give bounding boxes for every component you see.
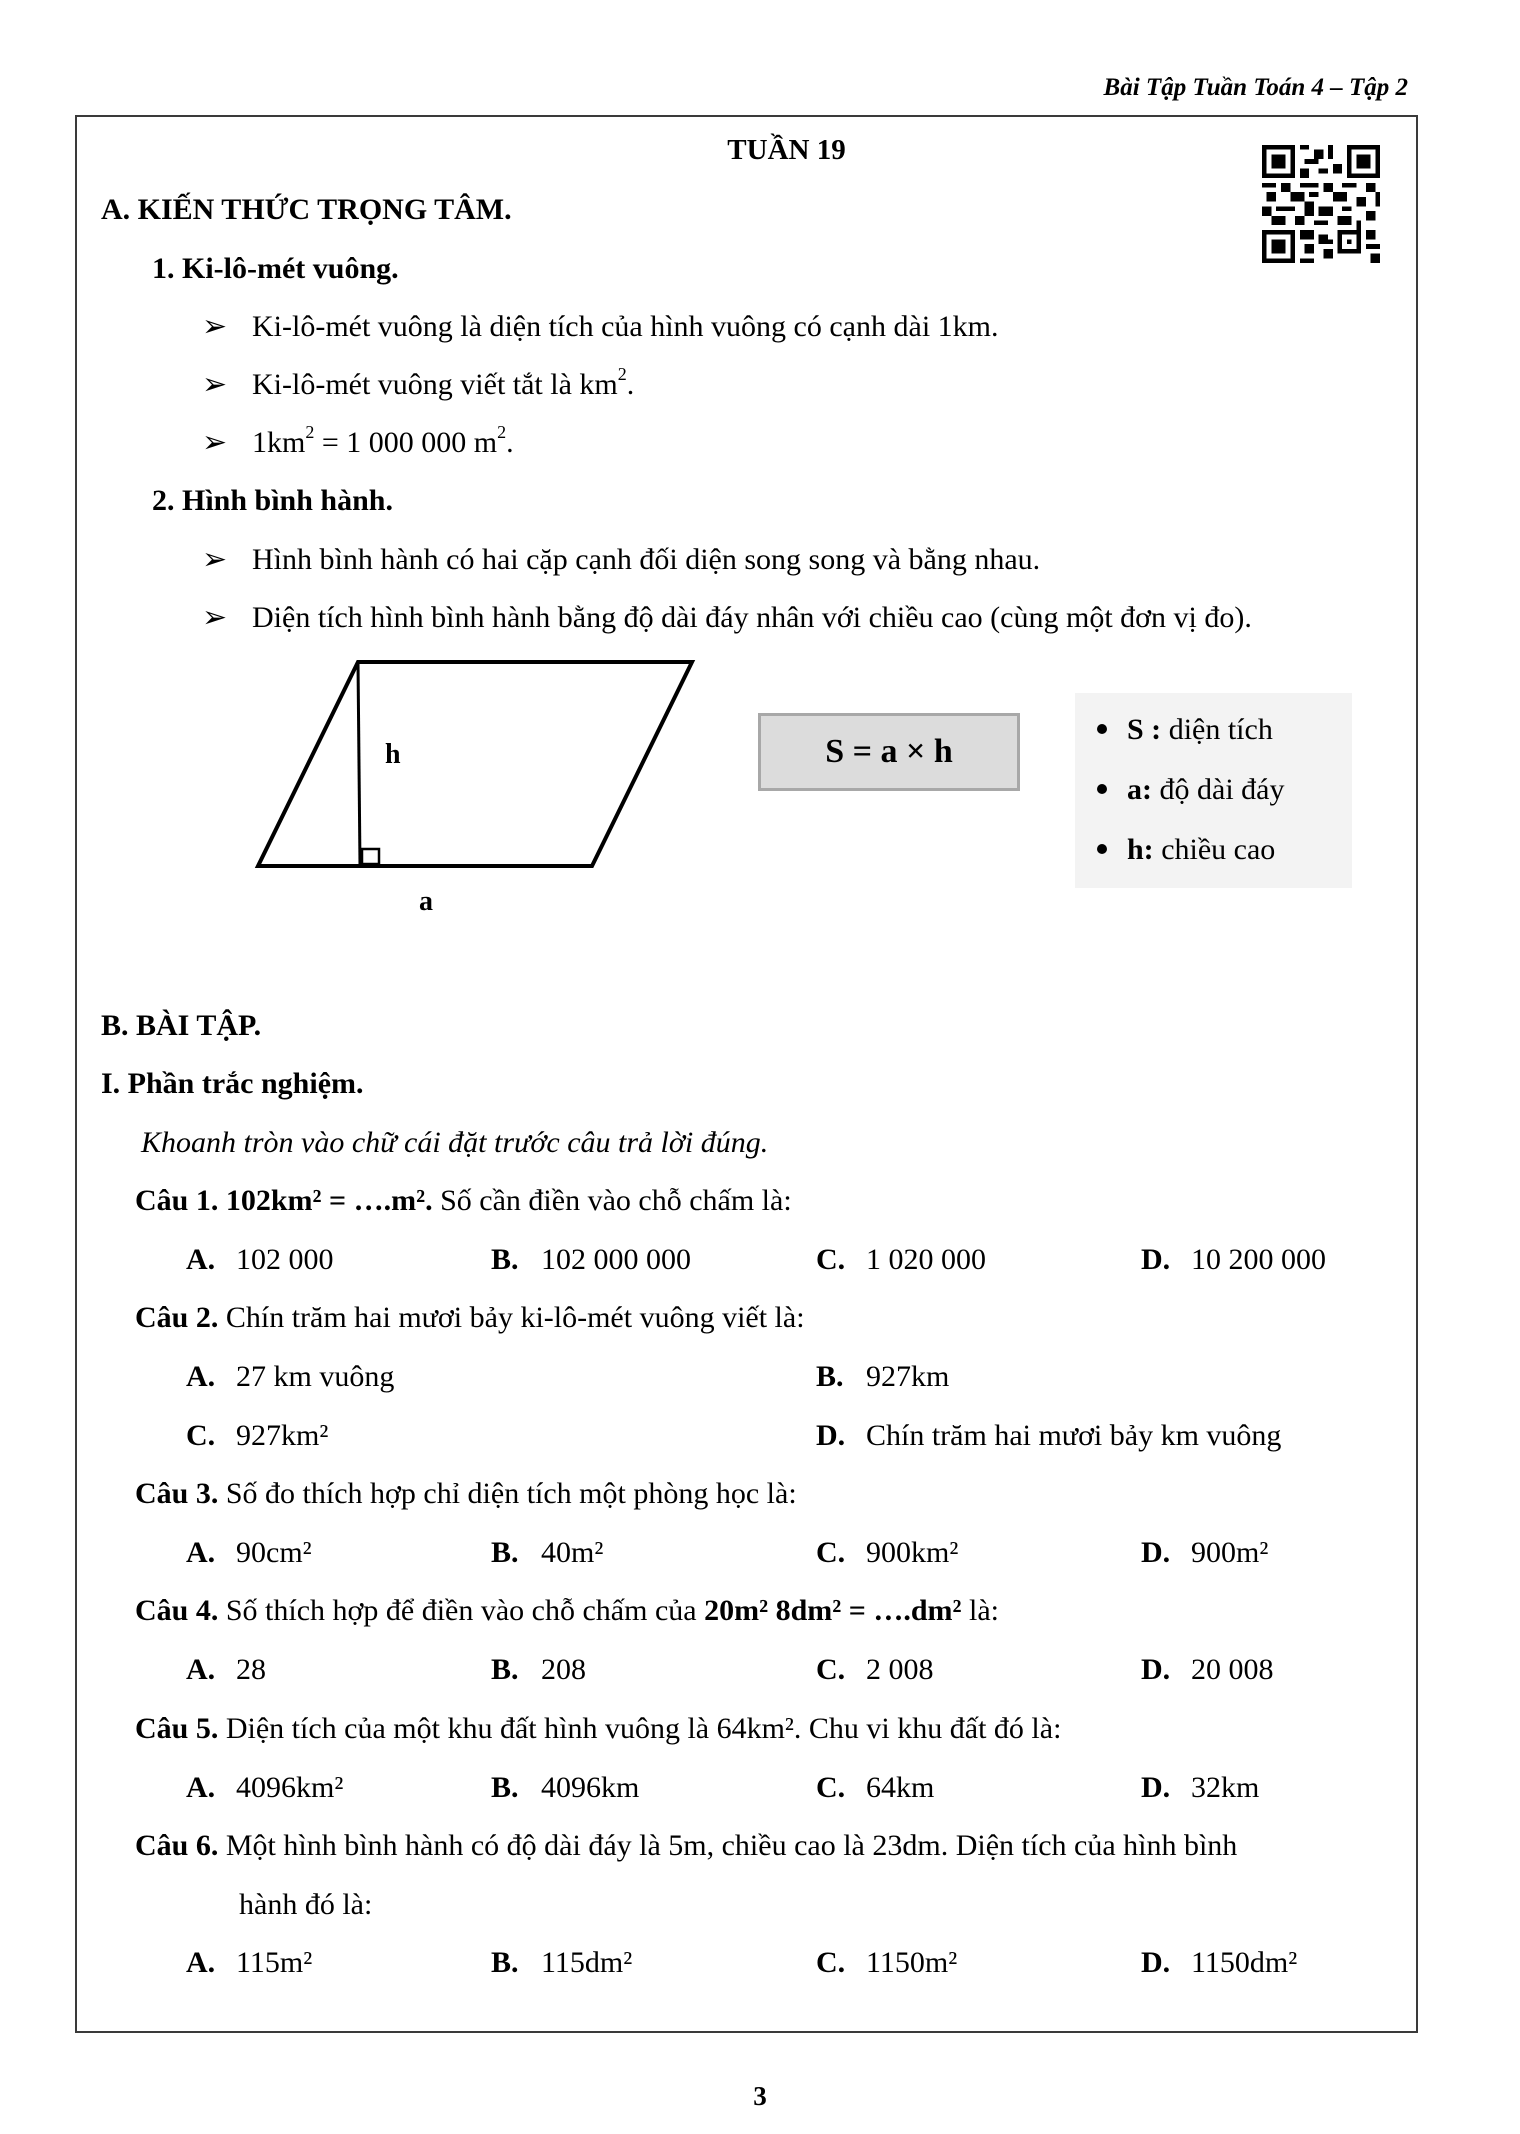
topic-1-bullet-2: ➢ Ki-lô-mét vuông viết tắt là $km^2$. (202, 364, 635, 401)
topic-2-bullet-1: ➢ Hình bình hành có hai cặp cạnh đối diện song song và bằng nhau. (202, 543, 1041, 576)
bullet-dot-icon (1097, 724, 1107, 734)
q2-option-d[interactable]: D. Chín trăm hai mươi bảy km vuông (816, 1419, 1282, 1452)
q3-option-a[interactable]: A. 90cm² (186, 1536, 312, 1569)
q5-option-a[interactable]: A. 4096km² (186, 1771, 344, 1804)
q5-option-c[interactable]: C. 64km (816, 1771, 935, 1804)
q3-option-d[interactable]: D. 900m² (1141, 1536, 1269, 1569)
q2-option-a[interactable]: A. 27 km vuông (186, 1360, 395, 1393)
arrow-bullet-icon: ➢ (202, 310, 228, 343)
topic-2-heading: 2. Hình bình hành. (152, 484, 393, 517)
q1-option-d[interactable]: D. 10 200 000 (1141, 1243, 1326, 1276)
q3-option-c[interactable]: C. 900km² (816, 1536, 959, 1569)
arrow-bullet-icon: ➢ (202, 368, 228, 401)
topic-1-bullet-1: ➢ Ki-lô-mét vuông là diện tích của hình vuông có cạnh dài 1km. (202, 310, 999, 343)
section-b-heading: B. BÀI TẬP. (101, 1009, 262, 1042)
topic-1-heading: 1. Ki-lô-mét vuông. (152, 252, 399, 285)
question-5: Câu 5. Diện tích của một khu đất hình vuông là 64km². Chu vi khu đất đó là: (135, 1712, 1062, 1745)
parallelogram-diagram (240, 650, 740, 930)
arrow-bullet-icon: ➢ (202, 426, 228, 459)
question-1: Câu 1. 102km² = ….m². Số cần điền vào chỗ chấm là: (135, 1184, 792, 1217)
legend-item-h: h: chiều cao (1097, 833, 1275, 867)
topic-1-bullet-3: ➢ $1km^2 = 1$ 000 000 $m^2$. (202, 422, 514, 459)
q1-option-b[interactable]: B. 102 000 000 (491, 1243, 691, 1276)
q4-option-d[interactable]: D. 20 008 (1141, 1653, 1274, 1686)
q4-option-b[interactable]: B. 208 (491, 1653, 586, 1686)
q5-option-b[interactable]: B. 4096km (491, 1771, 640, 1804)
part-i-heading: I. Phần trắc nghiệm. (101, 1067, 364, 1100)
height-label: h (385, 739, 401, 770)
bullet-dot-icon (1097, 844, 1107, 854)
arrow-bullet-icon: ➢ (202, 601, 228, 634)
q4-option-c[interactable]: C. 2 008 (816, 1653, 934, 1686)
q5-option-d[interactable]: D. 32km (1141, 1771, 1260, 1804)
running-header-title: Bài Tập Tuần Toán 4 – Tập 2 (1103, 74, 1408, 101)
legend-item-s: S : diện tích (1097, 713, 1273, 747)
topic-2-bullet-2: ➢ Diện tích hình bình hành bằng độ dài đáy nhân với chiều cao (cùng một đơn vị đo). (202, 601, 1252, 634)
q6-option-d[interactable]: D. 1150dm² (1141, 1946, 1298, 1979)
arrow-bullet-icon: ➢ (202, 543, 228, 576)
bullet-dot-icon (1097, 784, 1107, 794)
q4-option-a[interactable]: A. 28 (186, 1653, 266, 1686)
area-formula-box: S = a × h (758, 713, 1020, 791)
section-a-heading: A. KIẾN THỨC TRỌNG TÂM. (101, 193, 512, 226)
formula-legend (1075, 693, 1352, 888)
q2-option-b[interactable]: B. 927km (816, 1360, 950, 1393)
q3-option-b[interactable]: B. 40m² (491, 1536, 604, 1569)
page-number: 3 (753, 2081, 767, 2111)
question-6-continuation: hành đó là: (239, 1888, 373, 1921)
question-3: Câu 3. Số đo thích hợp chỉ diện tích một phòng học là: (135, 1477, 797, 1510)
instruction-text: Khoanh tròn vào chữ cái đặt trước câu trả lời đúng. (141, 1126, 769, 1159)
week-title: TUẦN 19 (727, 134, 846, 166)
q6-option-a[interactable]: A. 115m² (186, 1946, 313, 1979)
base-label: a (419, 886, 433, 917)
q2-option-c[interactable]: C. 927km² (186, 1419, 329, 1452)
question-6: Câu 6. Một hình bình hành có độ dài đáy là 5m, chiều cao là 23dm. Diện tích của hình bình (135, 1829, 1238, 1862)
question-4: Câu 4. Số thích hợp để điền vào chỗ chấm của 20m² 8dm² = ….dm² là: (135, 1594, 1000, 1627)
q1-option-a[interactable]: A. 102 000 (186, 1243, 334, 1276)
q1-option-c[interactable]: C. 1 020 000 (816, 1243, 986, 1276)
q6-option-c[interactable]: C. 1150m² (816, 1946, 958, 1979)
legend-item-a: a: độ dài đáy (1097, 773, 1284, 807)
question-2: Câu 2. Chín trăm hai mươi bảy ki-lô-mét vuông viết là: (135, 1301, 805, 1334)
q6-option-b[interactable]: B. 115dm² (491, 1946, 633, 1979)
